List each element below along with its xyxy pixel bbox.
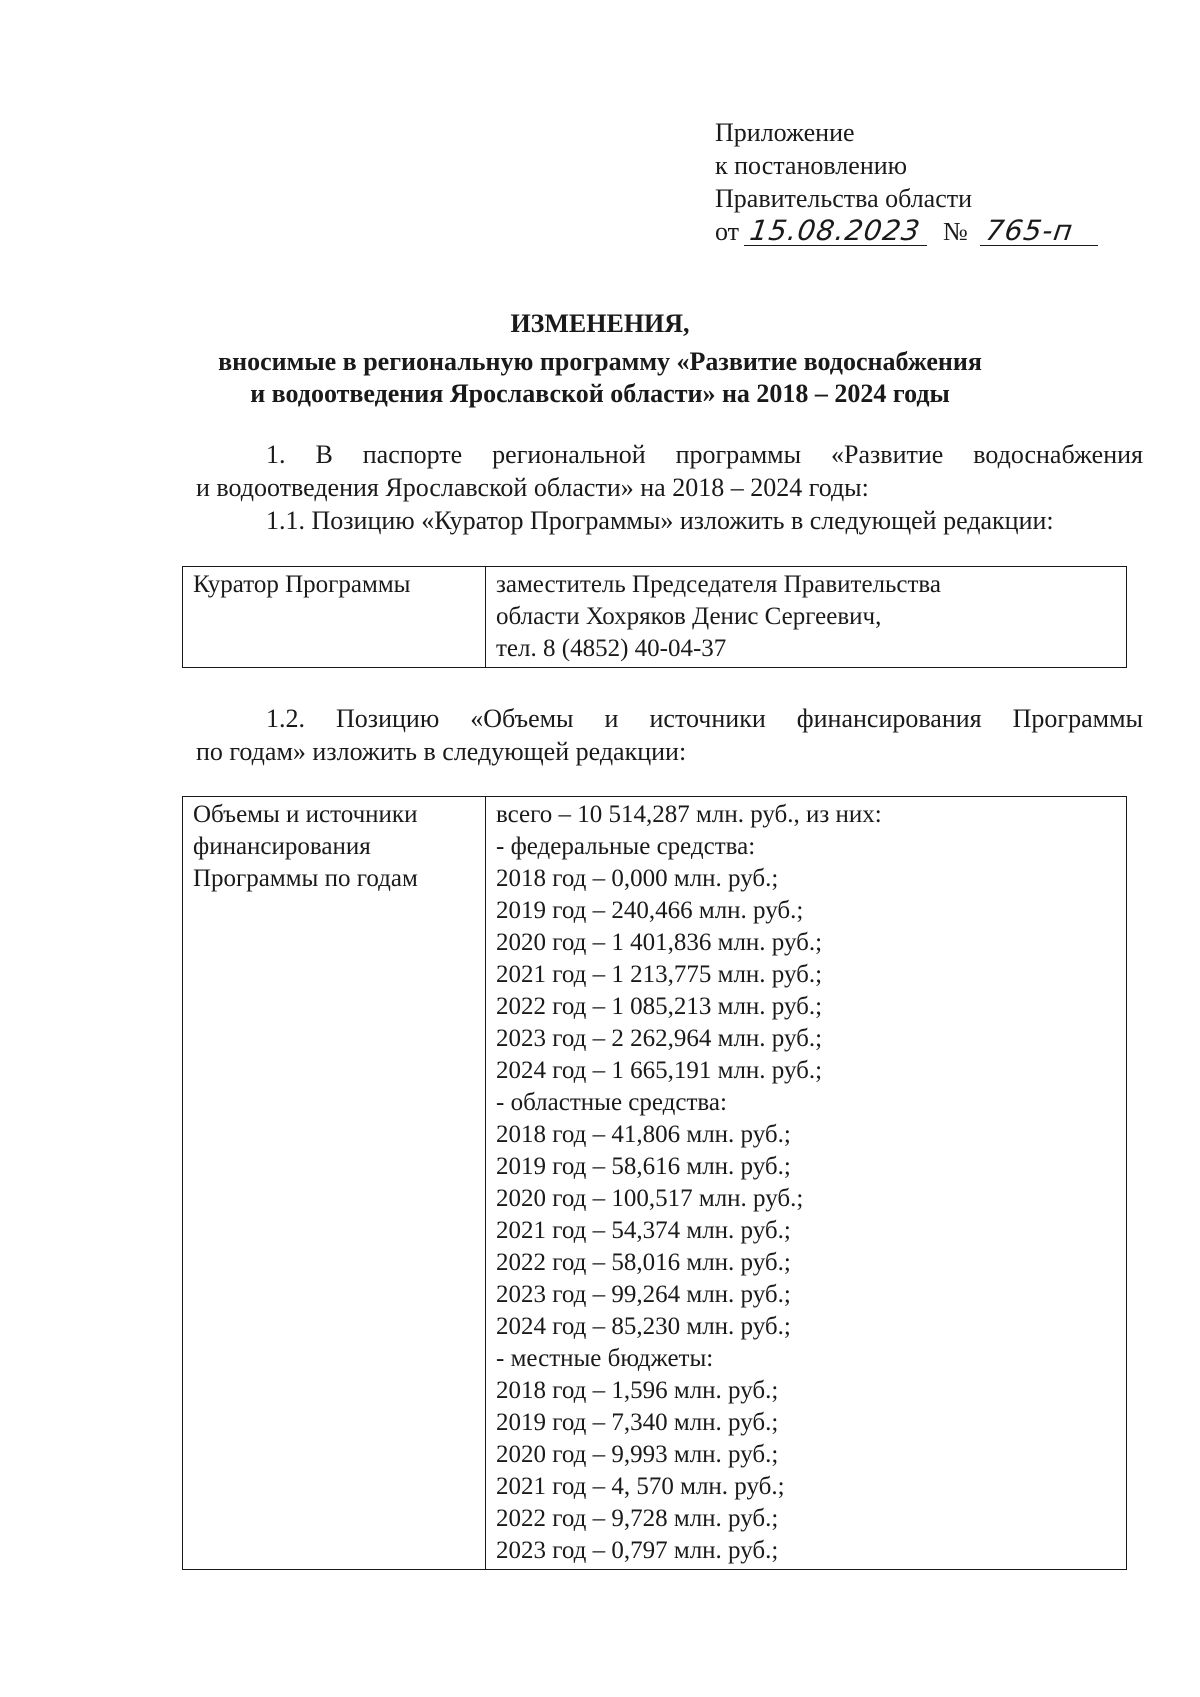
funding-line: 2021 год – 4, 570 млн. руб.; xyxy=(496,1473,785,1500)
funding-line: 2018 год – 1,596 млн. руб.; xyxy=(496,1377,779,1404)
section-1-2 xyxy=(196,702,1143,768)
section-1-1-text: 1.1. Позицию «Куратор Программы» изложить в следующей редакции: xyxy=(266,506,1054,535)
funding-key-cell xyxy=(183,797,486,1570)
table-row xyxy=(183,797,1127,1570)
funding-line: 2021 год – 54,374 млн. руб.; xyxy=(496,1217,791,1244)
number-sign: № xyxy=(943,217,968,246)
funding-line: - областные средства: xyxy=(496,1089,727,1116)
appendix-line-1: Приложение xyxy=(715,118,855,147)
funding-table xyxy=(182,796,1127,1570)
document-title xyxy=(0,308,1200,410)
handwritten-number: 765-п xyxy=(980,217,1102,246)
title-line-2: вносимые в региональную программу «Развитие водоснабжения xyxy=(218,347,982,376)
funding-line: всего – 10 514,287 млн. руб., из них: xyxy=(496,801,882,828)
section-1-line-2: и водоотведения Ярославской области» на 2018 – 2024 годы: xyxy=(196,473,869,502)
appendix-line-3: Правительства области xyxy=(715,184,973,213)
funding-value-cell xyxy=(486,797,1127,1570)
handwritten-date: 15.08.2023 xyxy=(743,217,930,246)
funding-line: 2022 год – 58,016 млн. руб.; xyxy=(496,1249,791,1276)
funding-line: - федеральные средства: xyxy=(496,833,756,860)
curator-value-line: области Хохряков Денис Сергеевич, xyxy=(496,603,882,630)
title-line-3: и водоотведения Ярославской области» на 2018 – 2024 годы xyxy=(250,379,950,408)
funding-line: 2018 год – 0,000 млн. руб.; xyxy=(496,865,779,892)
section-1 xyxy=(196,438,1143,504)
funding-line: 2023 год – 2 262,964 млн. руб.; xyxy=(496,1025,823,1052)
funding-line: 2023 год – 0,797 млн. руб.; xyxy=(496,1537,779,1564)
table-row xyxy=(183,567,1127,668)
section-1-2-line-2: по годам» изложить в следующей редакции: xyxy=(196,737,687,766)
curator-key: Куратор Программы xyxy=(193,571,411,598)
date-prefix: от xyxy=(715,217,740,246)
funding-key-line: финансирования xyxy=(193,833,371,860)
funding-key-line: Программы по годам xyxy=(193,865,418,892)
section-1-1 xyxy=(196,504,1143,537)
appendix-date-line xyxy=(715,215,1100,248)
curator-value-line: заместитель Председателя Правительства xyxy=(496,571,942,598)
appendix-line-2: к постановлению xyxy=(715,151,908,180)
funding-line: 2019 год – 7,340 млн. руб.; xyxy=(496,1409,779,1436)
funding-line: 2020 год – 100,517 млн. руб.; xyxy=(496,1185,804,1212)
appendix-block xyxy=(715,116,1100,248)
funding-line: 2022 год – 9,728 млн. руб.; xyxy=(496,1505,779,1532)
curator-value-cell xyxy=(486,567,1127,668)
section-1-2-line-1: 1.2. Позицию «Объемы и источники финансирования Программы xyxy=(266,704,1143,733)
funding-key-line: Объемы и источники xyxy=(193,801,418,828)
title-heading: ИЗМЕНЕНИЯ, xyxy=(510,309,690,338)
funding-line: 2021 год – 1 213,775 млн. руб.; xyxy=(496,961,823,988)
funding-line: 2024 год – 85,230 млн. руб.; xyxy=(496,1313,791,1340)
funding-line: 2018 год – 41,806 млн. руб.; xyxy=(496,1121,791,1148)
funding-line: 2022 год – 1 085,213 млн. руб.; xyxy=(496,993,823,1020)
funding-line: 2019 год – 58,616 млн. руб.; xyxy=(496,1153,791,1180)
section-1-line-1: 1. В паспорте региональной программы «Развитие водоснабжения xyxy=(266,440,1143,469)
curator-key-cell xyxy=(183,567,486,668)
funding-line: - местные бюджеты: xyxy=(496,1345,714,1372)
funding-line: 2020 год – 9,993 млн. руб.; xyxy=(496,1441,779,1468)
funding-line: 2020 год – 1 401,836 млн. руб.; xyxy=(496,929,823,956)
funding-line: 2023 год – 99,264 млн. руб.; xyxy=(496,1281,791,1308)
funding-line: 2019 год – 240,466 млн. руб.; xyxy=(496,897,804,924)
curator-value-line: тел. 8 (4852) 40-04-37 xyxy=(496,635,727,662)
funding-line: 2024 год – 1 665,191 млн. руб.; xyxy=(496,1057,823,1084)
curator-table xyxy=(182,566,1127,668)
